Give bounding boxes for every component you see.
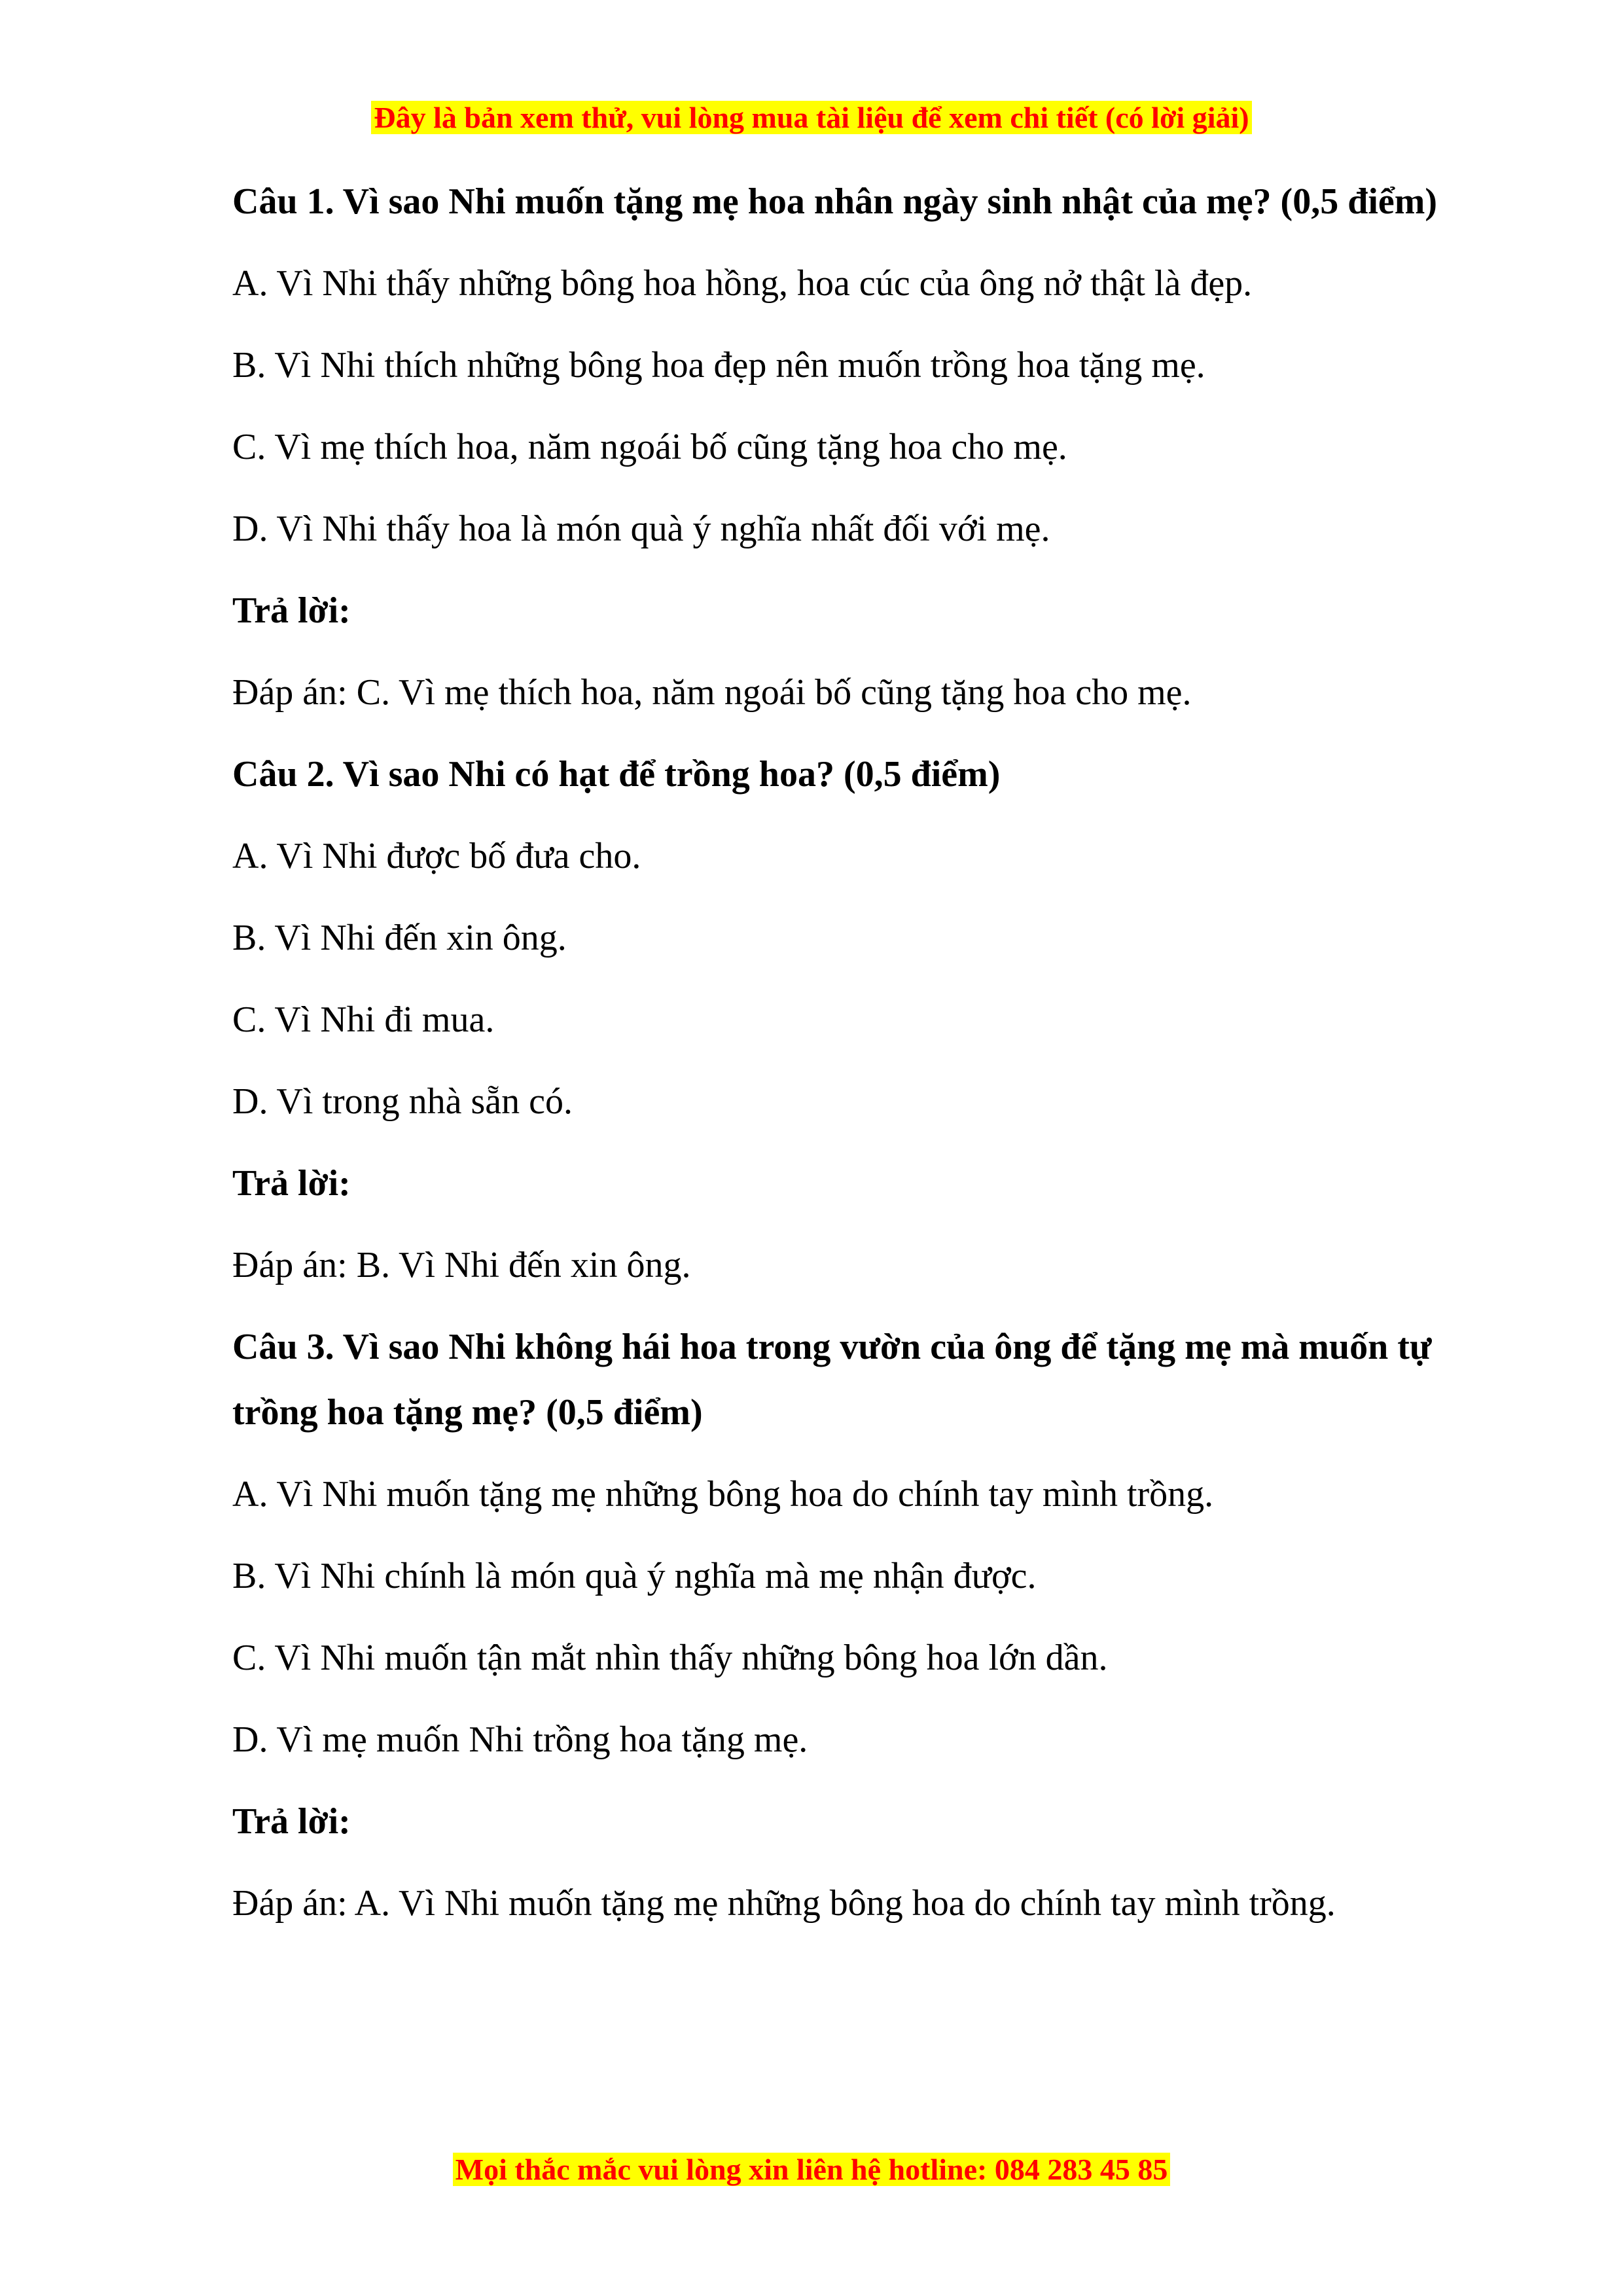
- preview-notice-text: Đây là bản xem thử, vui lòng mua tài liệu để xem chi tiết (có lời giải): [371, 101, 1251, 134]
- question-block-1: [232, 169, 1476, 725]
- question-3-title: Câu 3. Vì sao Nhi không hái hoa trong vườn của ông để tặng mẹ mà muốn tự trồng hoa tặng mẹ? (0,5 điểm): [232, 1327, 1432, 1433]
- preview-notice-banner: [0, 98, 1623, 137]
- question-2-answer-label: Trả lời:: [232, 1163, 351, 1204]
- question-1-option-b: B. Vì Nhi thích những bông hoa đẹp nên muốn trồng hoa tặng mẹ.: [232, 345, 1205, 386]
- question-block-3: [232, 1314, 1476, 1936]
- question-1-option-a: A. Vì Nhi thấy những bông hoa hồng, hoa cúc của ông nở thật là đẹp.: [232, 263, 1253, 304]
- question-2-title: Câu 2. Vì sao Nhi có hạt để trồng hoa? (0,5 điểm): [232, 754, 1001, 795]
- question-2-option-c: C. Vì Nhi đi mua.: [232, 999, 495, 1040]
- question-block-2: [232, 742, 1476, 1298]
- question-1-answer: Đáp án: C. Vì mẹ thích hoa, năm ngoái bố cũng tặng hoa cho mẹ.: [232, 672, 1192, 713]
- question-1-option-d: D. Vì Nhi thấy hoa là món quà ý nghĩa nhất đối với mẹ.: [232, 509, 1050, 549]
- hotline-notice-banner: [0, 2150, 1623, 2189]
- question-1-answer-label: Trả lời:: [232, 590, 351, 631]
- question-2-option-b: B. Vì Nhi đến xin ông.: [232, 918, 567, 958]
- question-3-option-c: C. Vì Nhi muốn tận mắt nhìn thấy những bông hoa lớn dần.: [232, 1638, 1108, 1678]
- question-1-title: Câu 1. Vì sao Nhi muốn tặng mẹ hoa nhân ngày sinh nhật của mẹ? (0,5 điểm): [232, 181, 1438, 222]
- question-3-answer-label: Trả lời:: [232, 1801, 351, 1842]
- document-body: [232, 169, 1476, 1952]
- hotline-notice-text: Mọi thắc mắc vui lòng xin liên hệ hotline: 084 283 45 85: [453, 2153, 1171, 2186]
- question-2-option-d: D. Vì trong nhà sẵn có.: [232, 1081, 573, 1122]
- question-3-answer: Đáp án: A. Vì Nhi muốn tặng mẹ những bông hoa do chính tay mình trồng.: [232, 1883, 1336, 1924]
- question-2-answer: Đáp án: B. Vì Nhi đến xin ông.: [232, 1245, 691, 1285]
- question-2-option-a: A. Vì Nhi được bố đưa cho.: [232, 836, 641, 876]
- question-3-option-a: A. Vì Nhi muốn tặng mẹ những bông hoa do chính tay mình trồng.: [232, 1474, 1214, 1515]
- question-3-option-b: B. Vì Nhi chính là món quà ý nghĩa mà mẹ nhận được.: [232, 1556, 1037, 1596]
- question-3-option-d: D. Vì mẹ muốn Nhi trồng hoa tặng mẹ.: [232, 1719, 808, 1760]
- question-1-option-c: C. Vì mẹ thích hoa, năm ngoái bố cũng tặng hoa cho mẹ.: [232, 427, 1067, 467]
